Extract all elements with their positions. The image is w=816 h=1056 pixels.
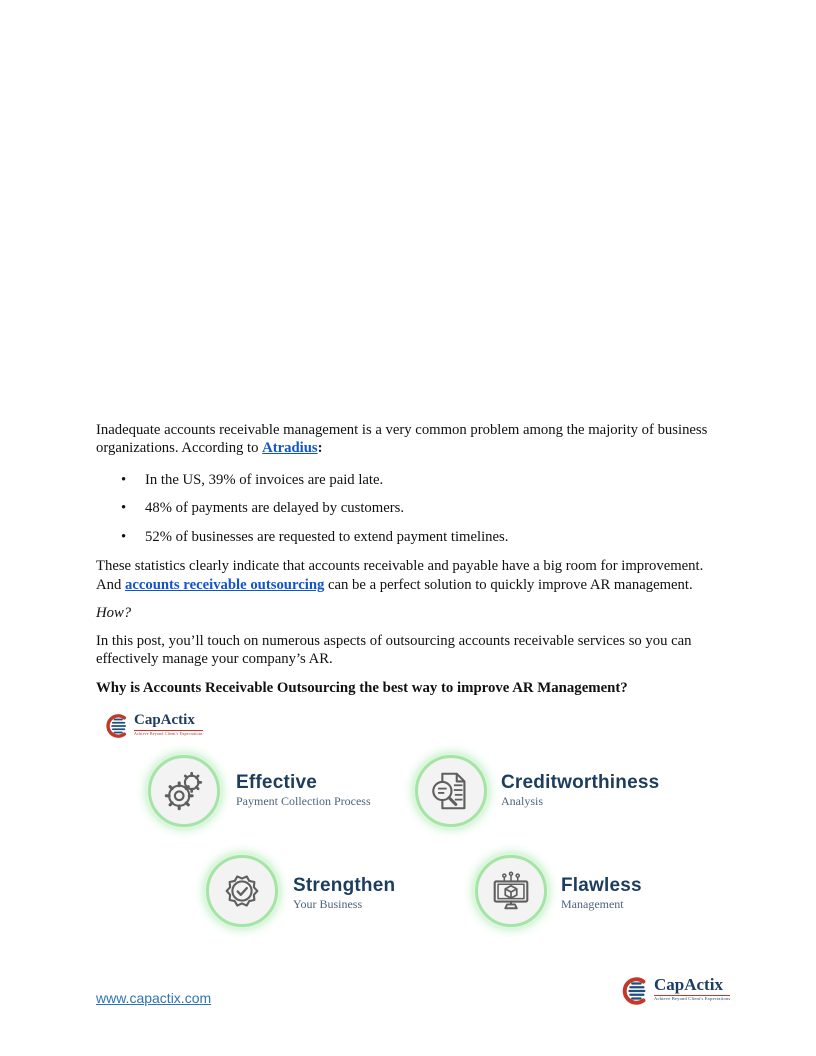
ar-outsourcing-link[interactable]: accounts receivable outsourcing (124, 576, 325, 593)
item-title: Effective (236, 772, 318, 793)
item-subtitle: Payment Collection Process (236, 794, 371, 808)
bullet-text: In the US, 39% of invoices are paid late. (145, 471, 384, 488)
website-link[interactable]: www.capactix.com (96, 990, 212, 1006)
post-paragraph: In this post, you’ll touch on numerous aspects of outsourcing accounts receivable services so you can effectively manage your company’s AR. (96, 633, 692, 668)
ar-benefits-infographic (96, 705, 720, 957)
capactix-globe-icon (620, 976, 650, 1006)
infographic-item-effective (148, 755, 371, 827)
bullet-dot-icon: • (121, 529, 127, 546)
brand-name: CapActix (134, 713, 203, 731)
item-text (236, 772, 371, 808)
icon-badge-circle (415, 755, 487, 827)
item-title: Strengthen (293, 875, 396, 896)
intro-paragraph (96, 421, 720, 458)
brand-name: CapActix (654, 976, 730, 996)
article-body (96, 421, 720, 698)
icon-badge-circle (148, 755, 220, 827)
intro-colon: : (317, 440, 323, 457)
section-heading: Why is Accounts Receivable Outsourcing the best way to improve AR Management? (96, 680, 628, 697)
infographic-item-strengthen (206, 855, 395, 927)
icon-badge-circle (206, 855, 278, 927)
infographic-item-creditworthiness (415, 755, 659, 827)
infographic-brand-logo (104, 713, 203, 739)
document-magnifier-icon (428, 768, 474, 814)
item-text (501, 772, 659, 808)
item-text (561, 875, 642, 911)
item-title: Flawless (561, 875, 642, 896)
bullet-text: 52% of businesses are requested to extend payment timelines. (145, 529, 509, 546)
infographic-item-flawless (475, 855, 642, 927)
monitor-cube-icon (488, 868, 534, 914)
item-text (293, 875, 395, 911)
brand-tagline: Achieve Beyond Client's Expectations (134, 730, 203, 736)
atradius-link[interactable]: Atradius (262, 440, 318, 457)
brand-wordmark (134, 713, 203, 736)
brand-wordmark (654, 976, 730, 1001)
stats-text-after: can be a perfect solution to quickly improve AR management. (324, 576, 693, 593)
item-subtitle: Your Business (293, 897, 363, 911)
stats-paragraph (96, 557, 720, 594)
stats-text: These statistics clearly indicate that accounts receivable and payable have a big room for improvement. And (96, 558, 704, 593)
bullet-dot-icon: • (121, 500, 127, 517)
brand-tagline: Achieve Beyond Client's Expectations (654, 995, 731, 1001)
capactix-globe-icon (104, 713, 130, 739)
item-title: Creditworthiness (501, 772, 660, 793)
gears-icon (161, 768, 207, 814)
bullet-text: 48% of payments are delayed by customers. (145, 500, 404, 517)
intro-text: Inadequate accounts receivable management is a very common problem among the majority of business organizations. According to (96, 422, 708, 457)
badge-check-icon (219, 868, 265, 914)
bullet-item (96, 528, 720, 546)
bullet-dot-icon: • (121, 471, 127, 488)
icon-badge-circle (475, 855, 547, 927)
bullet-item (96, 499, 720, 517)
footer-brand-logo (620, 976, 730, 1006)
bullet-item (96, 471, 720, 489)
item-subtitle: Analysis (501, 794, 543, 808)
how-question: How? (96, 604, 132, 621)
item-subtitle: Management (561, 897, 624, 911)
